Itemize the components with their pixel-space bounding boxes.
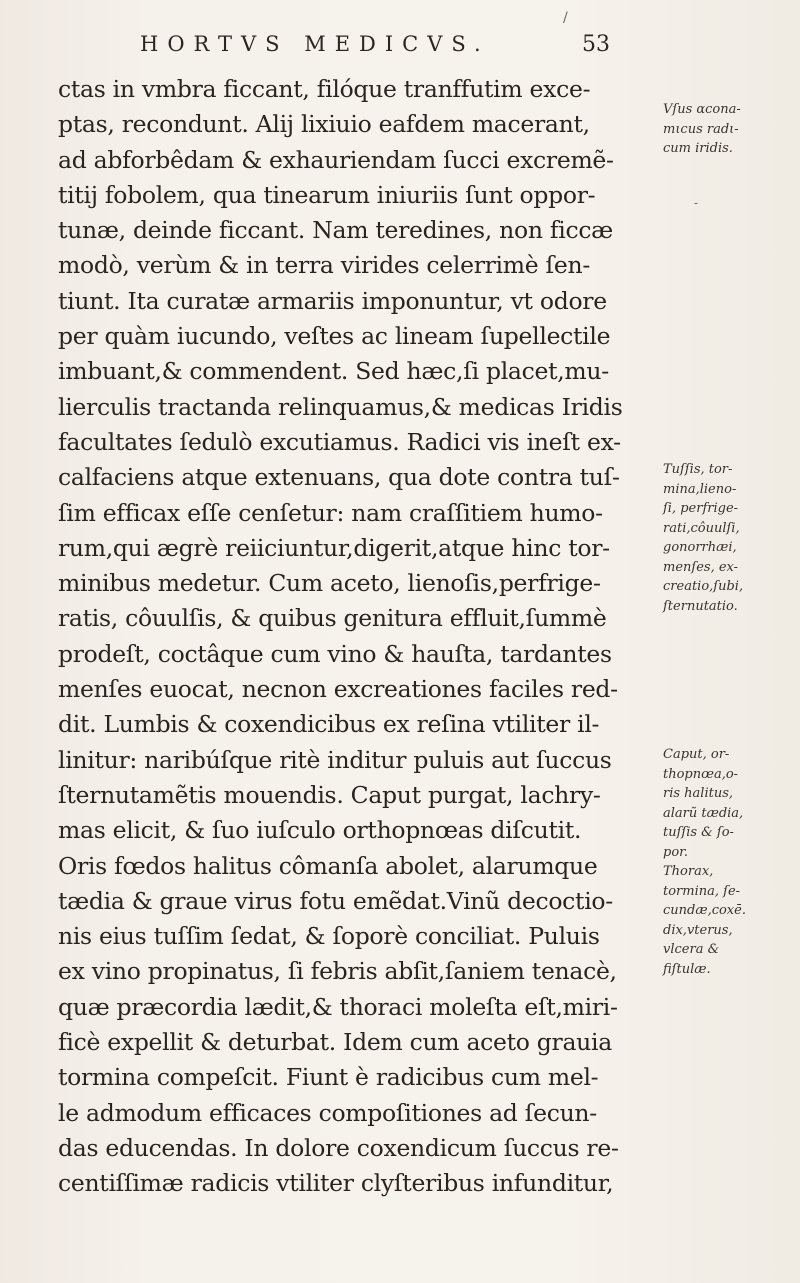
ink-mark: - bbox=[694, 196, 699, 210]
page-header bbox=[140, 32, 610, 72]
text-line: ex vino propinatus, ſi febris abſit,ſaniem tenacè, bbox=[58, 957, 617, 986]
marginal-note-line: Vſus αcona- bbox=[663, 102, 741, 117]
text-line: das educendas. In dolore coxendicum ſuccus re- bbox=[58, 1133, 619, 1162]
marginal-note-line: menſes, ex- bbox=[663, 559, 739, 575]
marginal-note bbox=[663, 745, 795, 979]
text-line: ctas in vmbra ficcant, filóque tranffutim exce- bbox=[58, 75, 591, 103]
marginal-note-line: rati,côuulſi, bbox=[663, 520, 740, 536]
text-line: mas elicit, & ſuo iuſculo orthopnœas diſcutit. bbox=[58, 816, 582, 845]
marginal-note-line: tormina, ſe- bbox=[663, 883, 741, 899]
text-line: prodeſt, coctâque cum vino & hauſta, tardantes bbox=[58, 639, 612, 668]
text-line: tormina compeſcit. Fiunt è radicibus cum mel- bbox=[58, 1063, 599, 1092]
text-line: linitur: naribúſque ritè inditur puluis aut ſuccus bbox=[58, 745, 612, 774]
marginal-note bbox=[663, 100, 795, 159]
marginal-note-line: alarũ tædia, bbox=[663, 805, 744, 821]
marginal-note-line: Caput, or- bbox=[663, 747, 730, 762]
text-line: minibus medetur. Cum aceto, lienoſis,perfrige- bbox=[58, 569, 601, 598]
text-line: dit. Lumbis & coxendicibus ex reſina vtiliter il- bbox=[58, 710, 600, 739]
text-line: per quàm iucundo, veſtes ac lineam ſupellectile bbox=[58, 322, 611, 351]
marginal-note-line: cum iridis. bbox=[663, 141, 733, 156]
text-line: centiſſimæ radicis vtiliter clyſteribus infunditur, bbox=[58, 1169, 614, 1198]
text-line: modò, verùm & in terra virides celerrimè ſen- bbox=[58, 251, 591, 280]
marginal-note-line: ris halitus, bbox=[663, 786, 734, 801]
text-line: nis eius tuſſim ſedat, & ſoporè conciliat. Puluis bbox=[58, 922, 600, 951]
marginal-note-line: tuſſis & ſo- bbox=[663, 825, 734, 840]
marginal-note-line: por. bbox=[663, 844, 689, 860]
text-line: rum,qui ægrè reiiciuntur,digerit,atque hinc tor- bbox=[58, 533, 610, 562]
text-line: imbuant,& commendent. Sed hæc,ſi placet,mu- bbox=[58, 357, 609, 386]
marginal-note-line: cundæ,coxē. bbox=[663, 903, 746, 918]
text-line: calfaciens atque extenuans, qua dote contra tuſ- bbox=[58, 463, 620, 492]
text-line: ficè expellit & deturbat. Idem cum aceto grauia bbox=[58, 1028, 612, 1057]
text-line: ratis, côuulſis, & quibus genitura effluit,ſummè bbox=[58, 604, 607, 633]
body-text bbox=[58, 72, 623, 1202]
ink-mark: / bbox=[563, 10, 568, 26]
text-line: ad abforbêdam & exhauriendam ſucci excremẽ- bbox=[58, 145, 614, 174]
text-line: lierculis tractanda relinquamus,& medicas Iridis bbox=[58, 392, 623, 421]
text-line: Oris fœdos halitus cômanſa abolet, alarumque bbox=[58, 851, 598, 880]
marginal-note-line: vlcera & bbox=[663, 942, 720, 957]
text-line: ptas, recondunt. Alij lixiuio eafdem macerant, bbox=[58, 110, 590, 139]
text-line: ſim efficax eſſe cenſetur: nam craſſitiem humo- bbox=[58, 498, 603, 527]
marginal-note-line: gonorrhæi, bbox=[663, 540, 737, 555]
text-line: tiunt. Ita curatæ armariis imponuntur, vt odore bbox=[58, 286, 607, 315]
text-line: menſes euocat, necnon excreationes faciles red- bbox=[58, 675, 618, 704]
marginal-note-line: ſi, perfrige- bbox=[663, 501, 739, 516]
text-line: facultates ſedulò excutiamus. Radici vis ineſt ex- bbox=[58, 427, 621, 456]
text-line: ſternutamẽtis mouendis. Caput purgat, lachry- bbox=[58, 780, 601, 809]
marginal-note-line: thopnœa,o- bbox=[663, 766, 739, 782]
marginal-note-line: ſternutatio. bbox=[663, 598, 738, 614]
marginal-note-line: mina,lieno- bbox=[663, 481, 737, 497]
marginal-note-line: Tuſſis, tor- bbox=[663, 462, 733, 477]
text-line: quæ præcordia lædit,& thoraci moleſta eſt,miri- bbox=[58, 992, 618, 1021]
marginal-note bbox=[663, 460, 795, 616]
marginal-note-line: fiſtulæ. bbox=[663, 961, 711, 977]
text-line: titij fobolem, qua tinearum iniuriis ſunt oppor- bbox=[58, 180, 596, 209]
text-line: le admodum efficaces compoſitiones ad ſecun- bbox=[58, 1098, 597, 1127]
marginal-note-line: Thorax, bbox=[663, 864, 714, 879]
running-head: HORTVS MEDICVS. bbox=[140, 32, 490, 56]
marginal-note-line: mιcus radι- bbox=[663, 121, 739, 137]
page-number: 53 bbox=[582, 32, 610, 57]
text-line: tunæ, deinde ficcant. Nam teredines, non ficcæ bbox=[58, 216, 613, 245]
text-line: tædia & graue virus fotu emẽdat.Vinũ decoctio- bbox=[58, 886, 613, 915]
marginal-note-line: creatio,ſubi, bbox=[663, 579, 744, 594]
marginal-note-line: dix,vterus, bbox=[663, 922, 733, 938]
